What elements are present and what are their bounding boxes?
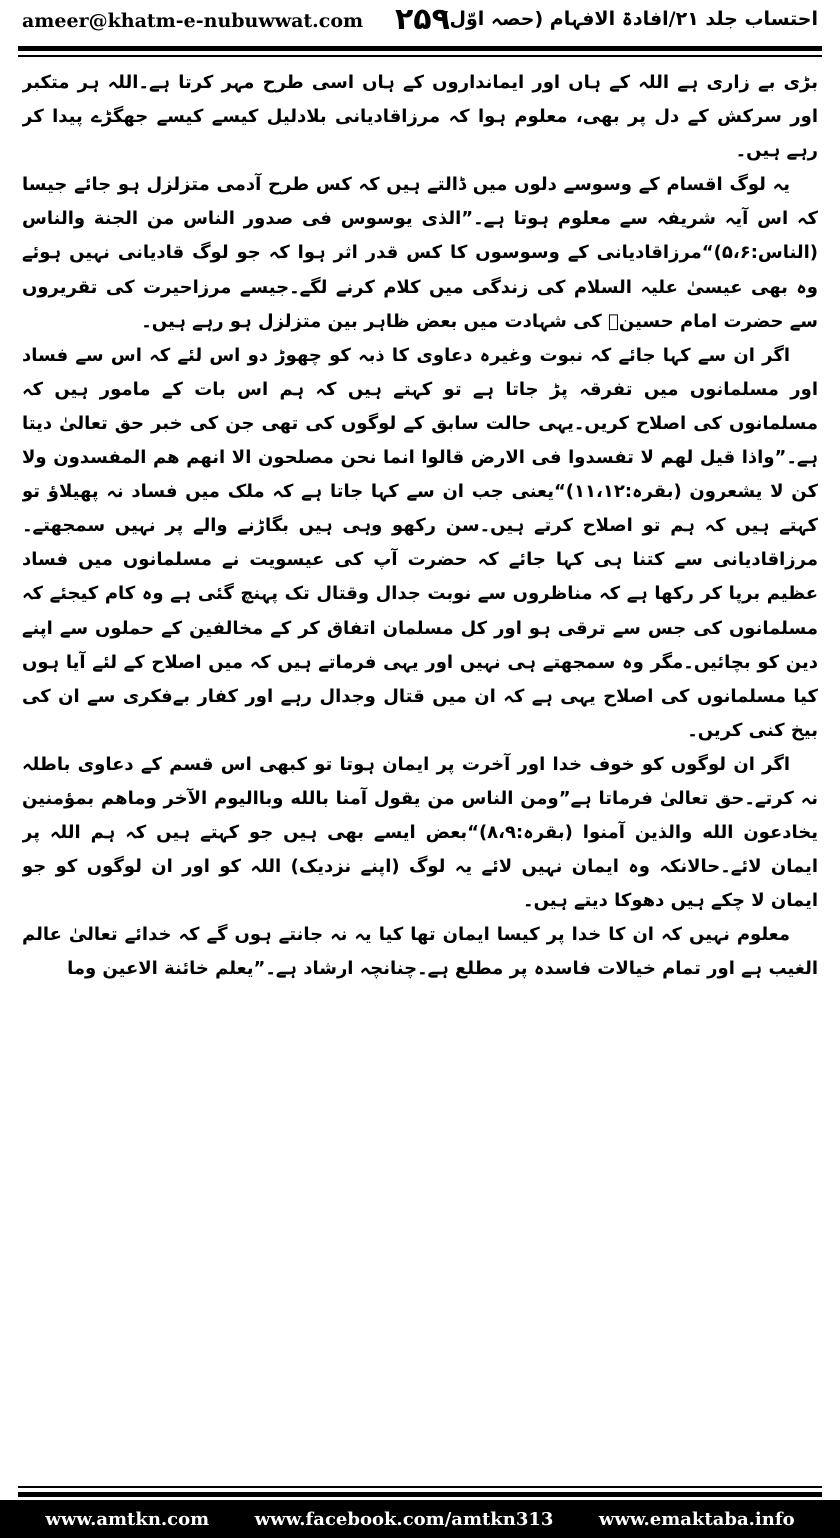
page-body xyxy=(22,66,818,1466)
header-rule-thick xyxy=(18,46,822,51)
paragraph-3: اگر ان سے کہا جائے کہ نبوت وغیرہ دعاوی کا ذبہ کو چھوڑ دو اس لئے کہ اس سے فساد اور مسلمانوں میں تفرقہ پڑ جاتا ہے تو کہتے ہیں کہ ہم اس بات کے مامور ہیں کہ مسلمانوں کی اصلاح کریں۔یہی حالت سابق کے لوگوں کی تھی جن کی خبر حق تعالیٰ دیتا ہے۔”واذا قیل لهم لا تفسدوا فی الارض قالوا انما نحن مصلحون الا انهم هم المفسدون ولا کن لا یشعرون (بقرہ:۱۱،۱۲)“یعنی جب ان سے کہا جاتا ہے کہ ملک میں فساد نہ پھیلاؤ تو کہتے ہیں کہ ہم تو اصلاح کرتے ہیں۔سن رکھو وہی ہیں بگاڑنے والے پر نہیں سمجھتے۔مرزاقادیانی سے کتنا ہی کہا جائے کہ حضرت آپ کی عیسویت نے مسلمانوں میں فساد عظیم برپا کر رکھا ہے کہ مناظروں سے نوبت جدال وقتال تک پہنچ گئی ہے وہ کام کیجئے کہ مسلمانوں کی جس سے ترقی ہو اور کل مسلمان اتفاق کر کے مخالفین کے حملوں سے اپنے دین کو بچائیں۔مگر وہ سمجھتے ہی نہیں اور یہی فرماتے ہیں کہ میں اصلاح کے لئے آیا ہوں کیا مسلمانوں کی اصلاح یہی ہے کہ ان میں قتال وجدال رہے اور کفار بےفکری سے ان کی بیخ کنی کریں۔ xyxy=(22,344,818,741)
paragraph-4: اگر ان لوگوں کو خوف خدا اور آخرت پر ایمان ہوتا تو کبھی اس قسم کے دعاوی باطلہ نہ کرتے۔حق تعالیٰ فرماتا ہے”ومن الناس من یقول آمنا بالله وباالیوم الآخر وماهم بمؤمنین یخادعون الله والذین آمنوا (بقرہ:۸،۹)“بعض ایسے بھی ہیں جو کہتے ہیں کہ ہم اللہ پر ایمان لائے۔حالانکہ وہ ایمان نہیں لائے یہ لوگ (اپنے نزدیک) اللہ کو اور ان لوگوں کو جو ایمان لا چکے ہیں دھوکا دیتے ہیں۔ xyxy=(22,753,818,912)
paragraph-1: بڑی بے زاری ہے اللہ کے ہاں اور ایمانداروں کے ہاں اسی طرح مہر کرتا ہے۔اللہ ہر متکبر اور سرکش کے دل پر بھی، معلوم ہوا کہ مرزاقادیانی بلادلیل کیسے کیسے جھگڑے پیدا کر رہے ہیں۔ xyxy=(22,72,818,162)
footer-link-emaktaba[interactable]: www.emaktaba.info xyxy=(598,1508,795,1530)
footer-link-facebook[interactable]: www.facebook.com/amtkn313 xyxy=(254,1508,554,1530)
paragraph-2: یہ لوگ اقسام کے وسوسے دلوں میں ڈالتے ہیں کہ کس طرح آدمی متزلزل ہو جائے جیسا کہ اس آیہ شریفہ سے معلوم ہوتا ہے۔”الذی یوسوس فی صدور الناس من الجنة والناس (الناس:۵،۶)“مرزاقادیانی کے وسوسوں کا کس قدر اثر ہوا کہ جو لوگ قادیانی نہیں ہوئے وہ بھی عیسیٰ علیہ السلام کی زندگی میں کلام کرنے لگے۔جیسے مرزاحیرت کی تقریروں سے حضرت امام حسینؓ کی شہادت میں بعض ظاہر بین متزلزل ہو رہے ہیں۔ xyxy=(22,174,818,332)
footer-rule-thick xyxy=(18,1492,822,1497)
page-number: ۲۵۹ xyxy=(395,2,450,37)
footer-link-amtkn[interactable]: www.amtkn.com xyxy=(45,1508,210,1530)
page-header xyxy=(0,0,840,44)
header-email: ameer@khatm-e-nubuwwat.com xyxy=(22,10,364,32)
book-title: احتساب جلد ۲۱/افادۃ الافہام (حصہ اوّل) xyxy=(440,8,818,30)
page-footer xyxy=(0,1500,840,1538)
footer-rule-thin xyxy=(18,1486,822,1488)
header-rule-thin xyxy=(18,55,822,57)
paragraph-5: معلوم نہیں کہ ان کا خدا پر کیسا ایمان تھا کیا یہ نہ جانتے ہوں گے کہ خدائے تعالیٰ عالم الغیب ہے اور تمام خیالات فاسدہ پر مطلع ہے۔چنانچہ ارشاد ہے۔”یعلم خائنة الاعین وما xyxy=(22,924,818,980)
